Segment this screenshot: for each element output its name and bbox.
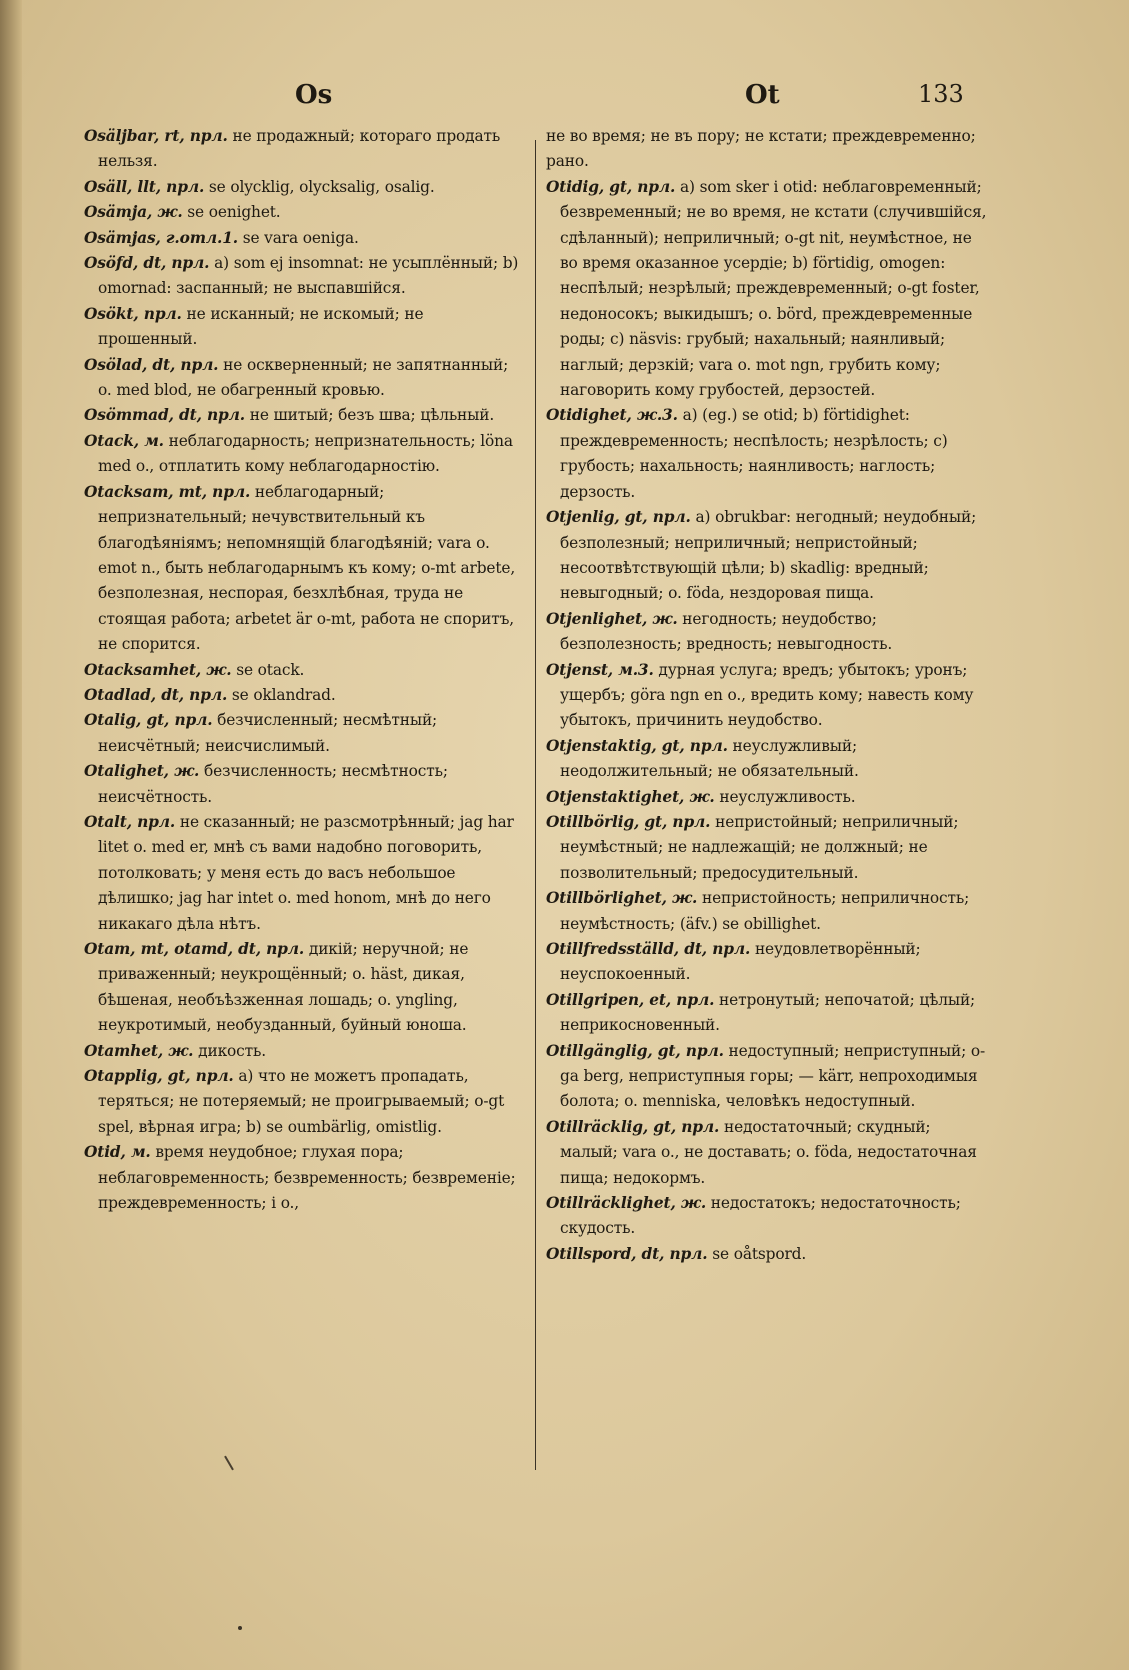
entry-definition: дурная услуга; вредъ; убытокъ; уронъ; ущербъ; göra ngn en o., вредить кому; навесть кому убытокъ, причинить неудобство. [560, 660, 974, 730]
entry-headword: Osämja, ж. [84, 203, 183, 222]
entry-definition: не во время; не въ пору; не кстати; преждевременно; рано. [546, 127, 976, 171]
ink-dot [238, 1626, 242, 1630]
entry-definition: недостатокъ; недостаточность; скудость. [560, 1194, 961, 1238]
left-column [84, 124, 524, 1216]
entry-definition: не продажный; котораго продать нельзя. [98, 127, 501, 171]
entry-headword: Otillfredsställd, dt, прл. [546, 940, 751, 958]
dictionary-entry [546, 1115, 988, 1191]
entry-definition: не оскверненный; не запятнанный; o. med blod, не обагренный кровью. [98, 355, 509, 400]
dictionary-entry [546, 886, 988, 937]
dictionary-entry [84, 1140, 524, 1216]
entry-headword: Otillgripen, et, прл. [546, 990, 715, 1009]
entry-headword: Osäljbar, rt, прл. [84, 127, 228, 145]
entry-headword: Otillräcklighet, ж. [546, 1194, 707, 1213]
entry-headword: Otacksam, mt, прл. [84, 482, 251, 501]
dictionary-entry [84, 429, 524, 480]
entry-definition: недостаточный; скудный; малый; vara o., не доставать; o. föda, недостаточная пища; недокормъ. [560, 1117, 977, 1187]
entry-headword: Otidig, gt, прл. [546, 177, 676, 196]
entry-definition: se oklandrad. [231, 685, 336, 704]
entry-headword: Otamhet, ж. [84, 1041, 194, 1060]
entry-definition: неудовлетворённый; неуспокоенный. [560, 940, 921, 984]
entry-headword: Osöfd, dt, прл. [84, 254, 210, 273]
entry-headword: Osölad, dt, прл. [84, 355, 219, 374]
entry-definition: se vara oeniga. [242, 228, 359, 247]
entry-headword: Otjenlighet, ж. [546, 609, 678, 628]
running-header [80, 80, 1080, 120]
column-divider [535, 140, 536, 1470]
entry-definition: неблагодарность; непризнательность; löna med o., отплатить кому неблагодарностію. [98, 431, 513, 476]
entry-definition: a) som sker i otid: неблаговременный; безвременный; не во время, не кстати (случившійся, сдѣланный); неприличный; o-gt nit, неумѣстное, не во время оказанное усердіе; b) förtidig, omogen: неспѣлый; незрѣлый; преждевременный; o-gt foster, недоносокъ; выкидышъ; o. börd, преждевременные роды; c) näsvis: грубый; нахальный; наянливый; наглый; дерзкій; vara o. mot ngn, грубить кому; наговорить кому грубостей, дерзостей. [560, 177, 987, 400]
entry-headword: Otjenst, м.3. [546, 660, 654, 679]
dictionary-entry [546, 505, 988, 607]
entry-definition: непристойность; неприличность; неумѣстность; (äfv.) se obillighet. [560, 889, 970, 933]
dictionary-entry [546, 607, 988, 658]
entry-headword: Otadlad, dt, прл. [84, 685, 228, 704]
entry-definition: неуслужливость. [719, 787, 856, 806]
entry-headword: Osökt, прл. [84, 304, 182, 323]
entry-definition: не исканный; не искомый; не прошенный. [98, 304, 424, 349]
entry-headword: Otjenstaktighet, ж. [546, 787, 715, 806]
dictionary-entry [546, 124, 988, 175]
dictionary-entry [84, 708, 524, 759]
entry-definition: время неудобное; глухая пора; неблаговременность; безвременность; безвременіе; преждевременность; i o., [98, 1143, 516, 1213]
entry-definition: дикость. [198, 1041, 266, 1060]
dictionary-entry [84, 251, 524, 302]
entry-headword: Otidighet, ж.3. [546, 406, 678, 425]
entry-definition: se oenighet. [187, 203, 281, 222]
dictionary-entry [84, 1064, 524, 1140]
entry-headword: Osömmad, dt, прл. [84, 406, 245, 425]
entry-definition: se olycklig, olycksalig, osalig. [208, 177, 435, 196]
dictionary-entry [546, 734, 988, 785]
entry-definition: недоступный; неприступный; o-ga berg, неприступныя горы; — kärr, непроходимыя болота; o. menniska, человѣкъ недоступный. [560, 1041, 986, 1111]
entry-definition: дикій; неручной; не приваженный; неукрощённый; o. häst, дикая, бѣшеная, необъѣзженная лошадь; o. yngling, неукротимый, необузданный, буйный юноша. [98, 940, 469, 1035]
entry-headword: Otalt, прл. [84, 812, 176, 831]
dictionary-entry [546, 1039, 988, 1115]
dictionary-entry [84, 302, 524, 353]
entry-definition: a) что не можетъ пропадать, теряться; не потеряемый; не проигрываемый; o-gt spel, вѣрная игра; b) se oumbärlig, omistlig. [98, 1067, 505, 1136]
dictionary-entry [546, 810, 988, 886]
entry-definition: негодность; неудобство; безполезность; вредность; невыгодность. [560, 609, 893, 654]
entry-headword: Otjenstaktig, gt, прл. [546, 736, 728, 755]
dictionary-entry [84, 226, 524, 251]
entry-definition: неуслужливый; неодолжительный; не обязательный. [560, 736, 859, 781]
dictionary-entry [84, 1039, 524, 1064]
dictionary-entry [84, 175, 524, 200]
entry-definition: непристойный; неприличный; неумѣстный; не надлежащій; не должный; не позволительный; предосудительный. [560, 812, 959, 882]
entry-definition: se otack. [236, 660, 305, 679]
page-number: 133 [918, 80, 964, 108]
dictionary-entry [546, 1191, 988, 1242]
dictionary-entry [84, 759, 524, 810]
entry-headword: Otillgänglig, gt, прл. [546, 1041, 724, 1060]
entry-headword: Osäll, llt, прл. [84, 177, 205, 196]
entry-headword: Otalighet, ж. [84, 762, 200, 781]
entry-definition: не сказанный; не разсмотрѣнный; jag har litet o. med er, мнѣ съ вами надобно поговорить, потолковать; у меня есть до васъ небольшое дѣлишко; jag har intet o. med honom, мнѣ до него никакаго дѣла нѣтъ. [98, 812, 514, 933]
entry-headword: Otillbörlighet, ж. [546, 889, 698, 908]
entry-definition: a) (eg.) se otid; b) förtidighet: преждевременность; неспѣлость; незрѣлость; c) грубость; нахальность; наянливость; наглость; дерзость. [560, 406, 948, 501]
entry-definition: не шитый; безъ шва; цѣльный. [249, 406, 495, 425]
entry-definition: se oåtspord. [712, 1244, 807, 1263]
dictionary-entry [546, 988, 988, 1039]
page-binding-edge [0, 0, 22, 1670]
header-right-guide-word: Ot [745, 80, 780, 110]
dictionary-entry [84, 200, 524, 225]
dictionary-entry [546, 175, 988, 404]
entry-headword: Otam, mt, otamd, dt, прл. [84, 940, 305, 958]
entry-headword: Otalig, gt, прл. [84, 711, 213, 730]
dictionary-entry [84, 124, 524, 175]
header-left-guide-word: Os [295, 80, 333, 110]
entry-headword: Otillspord, dt, прл. [546, 1244, 708, 1263]
entry-headword: Otjenlig, gt, прл. [546, 508, 691, 527]
dictionary-entry [84, 937, 524, 1039]
entry-definition: безчисленный; несмѣтный; неисчётный; неисчислимый. [98, 711, 438, 755]
entry-definition: a) som ej insomnat: не усыплённый; b) omornad: заспанный; не выспавшійся. [98, 254, 519, 298]
entry-definition: a) obrukbar: негодный; неудобный; безполезный; неприличный; непристойный; несоотвѣтствующій цѣли; b) skadlig: вредный; невыгодный; o. föda, нездоровая пища. [560, 508, 977, 603]
dictionary-entry [546, 1242, 988, 1267]
right-column [546, 124, 988, 1267]
entry-headword: Otillbörlig, gt, прл. [546, 812, 711, 831]
entry-definition: нетронутый; непочатой; цѣлый; неприкосновенный. [560, 990, 976, 1035]
entry-headword: Otillräcklig, gt, прл. [546, 1117, 720, 1136]
entry-definition: безчисленность; несмѣтность; неисчётность. [98, 762, 448, 806]
entry-headword: Otapplig, gt, прл. [84, 1067, 234, 1086]
dictionary-entry [546, 785, 988, 810]
entry-headword: Otack, м. [84, 431, 164, 450]
dictionary-entry [84, 403, 524, 428]
entry-headword: Osämjas, г.отл.1. [84, 228, 238, 247]
ink-mark [224, 1456, 234, 1471]
dictionary-entry [84, 480, 524, 658]
dictionary-entry [84, 683, 524, 708]
dictionary-entry [546, 658, 988, 734]
entry-headword: Otid, м. [84, 1143, 151, 1162]
entry-definition: неблагодарный; непризнательный; нечувствительный къ благодѣяніямъ; непомнящій благодѣяній; vara o. emot n., быть неблагодарнымъ къ кому; o-mt arbete, безполезная, неспорая, безхлѣбная, труда не стоящая работа; arbetet är o-mt, работа не споритъ, не спорится. [98, 482, 516, 654]
dictionary-entry [546, 937, 988, 988]
dictionary-entry [84, 353, 524, 404]
dictionary-entry [84, 658, 524, 683]
dictionary-entry [546, 403, 988, 505]
entry-headword: Otacksamhet, ж. [84, 660, 232, 679]
dictionary-entry [84, 810, 524, 937]
